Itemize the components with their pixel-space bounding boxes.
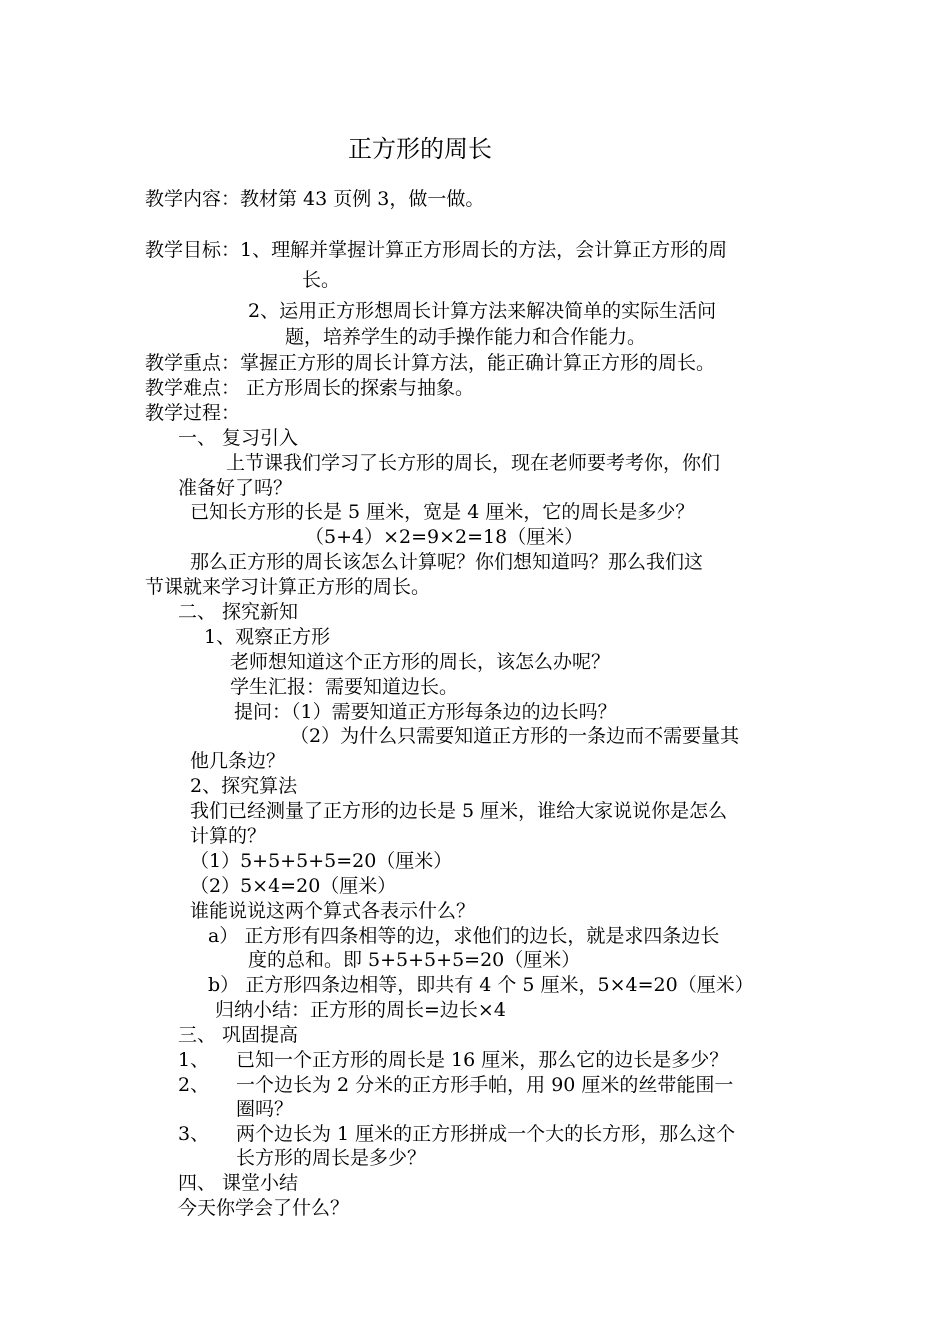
section-1-text: 上节课我们学习了长方形的周长，现在老师要考考你，你们: [226, 452, 721, 474]
section-2-heading: 二、 探究新知: [178, 601, 299, 623]
section-4-line-1: 今天你学会了什么？: [178, 1197, 350, 1219]
section-1-text-cont: 准备好了吗？: [178, 477, 293, 499]
section-2-item-a: a） 正方形有四条相等的边，求他们的边长，就是求四条边长: [208, 925, 720, 947]
question-2-number: 2、: [178, 1074, 210, 1096]
section-1-heading: 一、 复习引入: [178, 427, 299, 449]
section-2-line-5: 我们已经测量了正方形的边长是 5 厘米，谁给大家说说你是怎么: [190, 800, 728, 822]
section-2-sub-1: 1、观察正方形: [204, 626, 331, 648]
process-heading: 教学过程：: [145, 402, 241, 424]
question-1: 已知一个正方形的周长是 16 厘米，那么它的边长是多少？: [236, 1049, 729, 1071]
section-1-transition: 那么正方形的周长该怎么计算呢？你们想知道吗？那么我们这: [190, 551, 704, 573]
section-2-sub-2: 2、探究算法: [190, 775, 298, 797]
question-3-cont: 长方形的周长是多少？: [236, 1147, 427, 1169]
question-2-cont: 圈吗？: [236, 1098, 294, 1120]
question-3-number: 3、: [178, 1123, 210, 1145]
teaching-goal-1: 教学目标：1、理解并掌握计算正方形周长的方法，会计算正方形的周: [145, 239, 728, 261]
question-1-number: 1、: [178, 1049, 210, 1071]
section-4-heading: 四、 课堂小结: [178, 1172, 299, 1194]
section-2-formula-2: （2）5×4=20（厘米）: [190, 875, 397, 897]
question-2: 一个边长为 2 分米的正方形手帕，用 90 厘米的丝带能围一: [236, 1074, 734, 1096]
section-2-line-2: 学生汇报：需要知道边长。: [230, 676, 459, 698]
section-1-transition-cont: 节课就来学习计算正方形的周长。: [145, 576, 431, 598]
teaching-goal-2-cont: 题，培养学生的动手操作能力和合作能力。: [285, 326, 647, 348]
difficulty: 教学难点： 正方形周长的探索与抽象。: [145, 377, 475, 399]
teaching-goal-2: 2、运用正方形想周长计算方法来解决简单的实际生活问: [248, 300, 717, 322]
key-point: 教学重点：掌握正方形的周长计算方法，能正确计算正方形的周长。: [145, 352, 716, 374]
section-2-line-4-cont: 他几条边？: [190, 750, 286, 772]
section-2-summary: 归纳小结：正方形的周长=边长×4: [215, 999, 506, 1021]
section-2-line-4: （2）为什么只需要知道正方形的一条边而不需要量其: [290, 725, 740, 747]
section-1-question: 已知长方形的长是 5 厘米，宽是 4 厘米，它的周长是多少？: [190, 501, 695, 523]
teaching-content: 教学内容：教材第 43 页例 3，做一做。: [145, 188, 485, 210]
teaching-goal-1-cont: 长。: [302, 269, 341, 291]
section-2-item-a-cont: 度的总和。即 5+5+5+5=20（厘米）: [248, 949, 581, 971]
section-2-line-1: 老师想知道这个正方形的周长，该怎么办呢？: [230, 651, 611, 673]
section-1-formula: （5+4）×2=9×2=18（厘米）: [305, 526, 584, 548]
section-3-heading: 三、 巩固提高: [178, 1024, 299, 1046]
section-2-formula-1: （1）5+5+5+5=20（厘米）: [190, 850, 453, 872]
document-title: 正方形的周长: [348, 135, 492, 163]
section-2-line-5-cont: 计算的？: [190, 825, 267, 847]
question-3: 两个边长为 1 厘米的正方形拼成一个大的长方形，那么这个: [236, 1123, 736, 1145]
section-2-line-3: 提问：（1）需要知道正方形每条边的边长吗？: [234, 701, 617, 723]
section-2-item-b: b） 正方形四条边相等，即共有 4 个 5 厘米，5×4=20（厘米）: [208, 974, 754, 996]
section-2-line-6: 谁能说说这两个算式各表示什么？: [190, 900, 476, 922]
